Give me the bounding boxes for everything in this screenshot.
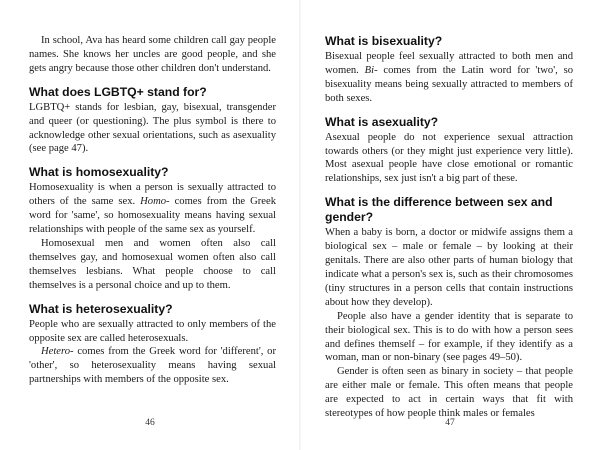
right-page bbox=[300, 0, 600, 450]
lgbtq-paragraph: LGBTQ+ stands for lesbian, gay, bisexual, transgender and queer (or questioning). The plus symbol is there to acknowledge other sexual orientations, such as asexuality (see page 47). bbox=[29, 101, 276, 155]
heterosexuality-paragraph-1: People who are sexually attracted to only members of the opposite sex are called heterosexuals. bbox=[29, 318, 276, 344]
asexuality-paragraph: Asexual people do not experience sexual attraction towards others (or they might just experience very little). Most asexual people have close emotional or romantic relationships, sex just isn't a big part of these. bbox=[325, 131, 573, 185]
text-run: comes from the Greek word for 'same', so homosexuality means having sexual relationships with people of the same sex as yourself. bbox=[29, 196, 277, 236]
bisexuality-paragraph bbox=[325, 50, 573, 106]
heading-heterosexuality: What is heterosexuality? bbox=[29, 301, 173, 316]
text-run: Homosexuality is when a person is sexually attracted to others of the same sex. bbox=[29, 182, 276, 208]
sex-gender-paragraph-3: Gender is often seen as binary in society – that people are either male or female. This often means that people are expected to act in certain ways that fit with stereotypes of how people think males or females bbox=[325, 366, 573, 420]
heading-lgbtq: What does LGBTQ+ stand for? bbox=[29, 84, 207, 99]
sex-gender-paragraph-2: People also have a gender identity that is separate to their biological sex. This is to do with how a person sees and defines themself – for example, if they identify as a woman, man or non-binary (see pages 49–50). bbox=[325, 310, 573, 364]
heading-sex-and-gender: What is the difference between sex and gender? bbox=[325, 195, 553, 225]
text-run: comes from the Greek word for 'different', or 'other', so heterosexuality means having sexual partnerships with members of the opposite sex. bbox=[29, 346, 276, 386]
italic-term: Bi- bbox=[364, 64, 378, 76]
page-number-left: 46 bbox=[145, 418, 155, 428]
intro-paragraph: In school, Ava has heard some children call gay people names. She knows her uncles are good people, and she gets angry because those other children don't understand. bbox=[29, 35, 276, 74]
italic-term: Hetero- bbox=[41, 346, 74, 358]
heading-asexuality: What is asexuality? bbox=[325, 114, 439, 129]
heading-homosexuality: What is homosexuality? bbox=[29, 165, 169, 180]
italic-term: Homo- bbox=[140, 196, 170, 208]
text-run: comes from the Latin word for 'two', so bisexuality means being sexually attracted to members of both sexes. bbox=[325, 64, 573, 104]
homosexuality-paragraph-2: Homosexual men and women often also call themselves gay, and homosexual women often also call themselves lesbians. What people choose to call themselves is a personal choice and up to them. bbox=[29, 237, 276, 291]
heterosexuality-paragraph-2 bbox=[29, 345, 276, 387]
sex-gender-paragraph-1: When a baby is born, a doctor or midwife assigns them a biological sex – male or female – by looking at their genitals. There are also other parts of human biology that indicate what a person's sex is, such as their chromosomes (tiny structures in a person cells that contain instructions about how they develop). bbox=[325, 227, 573, 308]
homosexuality-paragraph-1 bbox=[29, 181, 276, 237]
text-run: Bisexual people feel sexually attracted to both men and women. bbox=[325, 51, 573, 76]
page-number-right: 47 bbox=[445, 418, 455, 428]
heading-bisexuality: What is bisexuality? bbox=[325, 34, 443, 48]
